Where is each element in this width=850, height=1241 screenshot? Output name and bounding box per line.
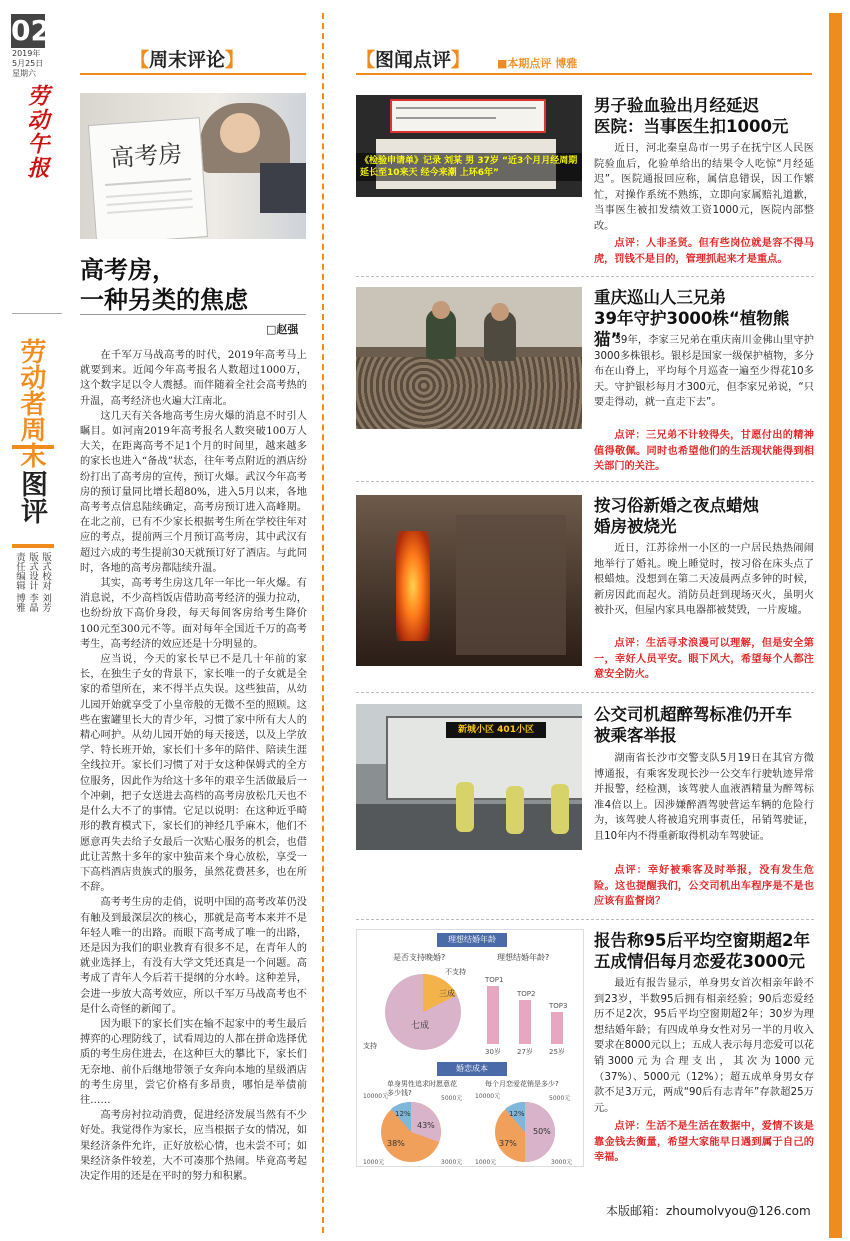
- left-section-title: 周末评论: [149, 49, 226, 71]
- article4-title-line2: 被乘客举报: [594, 726, 677, 745]
- q1-label: 是否支持晚婚?: [393, 953, 446, 962]
- article1-comment: 点评：人非圣贤。但有些岗位就是容不得马虎，罚钱不是目的，管理抓起来才是重点。: [594, 238, 814, 265]
- credit-proof: 版式校对 刘芳: [40, 552, 51, 613]
- paragraph: 在千军万马战高考的时代，2019年高考马上就要到来。近闻今年高考报名人数超过1000万，这个数字足以令人震撼。而伴随着全社会高考热的升温，高考经济也火遍大江南北。: [80, 350, 307, 407]
- spend-pie-b: [471, 1088, 581, 1166]
- editor-note: [497, 55, 577, 71]
- left-headline: [80, 255, 306, 315]
- article3-title-line2: 婚房被烧光: [594, 517, 677, 536]
- article3-title-line1: 按习俗新婚之夜点蜡烛: [594, 496, 759, 515]
- section-bracket-top: [12, 445, 54, 455]
- paragraph: 高考考生房的走俏，说明中国的高考改革仍没有触及到最深层次的核心，那就是高考本来并不是年轻人唯一的出路。而眼下高考成了唯一的出路，还是因为我们的职业教育有很多不足，在青年人的就业选择上，有没有大学文凭还真是一个问题。高考成了青年人今后若干提纲的分水岭。这种差异，会进一步放大高考效应，所以千军万马战高考也不是什么奇怪的新闻了。: [80, 897, 307, 1015]
- pie-b-label-5000: 5000元: [549, 1095, 571, 1102]
- article3-comment: 点评：生活寻求浪漫可以理解，但是安全第一，幸好人员平安。眼下风大，希望每个人都注意安全防火。: [594, 638, 814, 681]
- paragraph: 因为眼下的家长们实在输不起家中的考生最后搏弈的心理防线了，试看周边的人都在拼命选择优质的考生房住进去，在这种巨大的攀比下，家长们无奈地、前仆后继地带领子女奔向本地的星级酒店的考生房里，尝它价格有多昂贵，哪怕是举债前往……: [80, 1018, 307, 1106]
- credit-design: 版式设计 李晶: [27, 552, 38, 613]
- bar-label-top2: TOP2: [517, 990, 536, 998]
- article5-infographic: [356, 929, 584, 1167]
- page-number: 02: [11, 14, 50, 47]
- exam-room-photo: [80, 93, 306, 239]
- pie-label-70: 七成: [411, 1021, 430, 1031]
- article4-body: 湖南省长沙市交警支队5月19日在其官方微博通报，有乘客发现长沙一公交车行驶轨迹异常并报警，经检测，该驾驶人血液酒精量为醉驾标准4倍以上。因涉嫌醉酒驾驶营运车辆的危险行为，该驾驶人将被追究刑事责任，吊销驾驶证，且10年内不得重新取得机动车驾驶证。: [594, 753, 814, 842]
- right-section-header: 【图闻点评】: [356, 49, 471, 71]
- section-title: 图评: [16, 470, 47, 524]
- pie-b-value-50: 50%: [533, 1127, 551, 1136]
- pie-a-value-43: 43%: [417, 1121, 435, 1130]
- article4-comment: 点评：幸好被乘客及时举报，没有发生危险。这也提醒我们，公交司机出车程序是不是也应该有监督岗？: [594, 865, 814, 908]
- left-headline-line2: 一种另类的焦虑: [80, 286, 248, 314]
- right-header-rule: [356, 73, 812, 75]
- sign-text: 高考房: [109, 139, 184, 173]
- date-year: 2019年: [12, 49, 41, 58]
- pie-b-label-1000: 1000元: [475, 1159, 497, 1166]
- editor-note-text: ■本期点评 博雅: [497, 57, 578, 70]
- article5-title: [594, 930, 818, 972]
- pie-label-30: 三成: [439, 989, 455, 998]
- section-bracket-bottom: [12, 544, 54, 552]
- article4-title: [594, 704, 816, 746]
- article5-comment: 点评：生活不是生活在数据中，爱情不该是靠金钱去衡量，希望大家能早日遇到属于自己的幸福。: [594, 1121, 814, 1164]
- bar-age-3: 25岁: [549, 1048, 565, 1056]
- date-day: 5月25日: [12, 59, 44, 68]
- pie-b-label-10000: 10000元: [475, 1093, 501, 1100]
- article5-body: 最近有报告显示，单身男女首次相亲年龄不到23岁，半数95后拥有相亲经验；90后恋爱经历不足2次，95后平均空窗期超2年；30岁为理想结婚年龄；有四成单身女性对另一半的月收入要求在8000元以上；五成人表示每月恋爱可以花销3000元为合理支出，其次为1000元（37%）、5000元（12%）；超五成单身男女存款不足3万元，两成“90后有志青年”存款超25万元。: [594, 978, 814, 1114]
- article1-image-caption: 《检验申请单》记录 刘某 男 37岁 “近3个月月经周期延长至10来天 经今来潮 上环6年”: [356, 153, 582, 181]
- article5-title-line2: 五成情侣每月恋爱花3000元: [594, 952, 805, 971]
- support-pie: [361, 962, 473, 1054]
- pie-label-yes: 支持: [363, 1042, 377, 1050]
- article-divider: [356, 919, 814, 920]
- spend-pie-a: [361, 1088, 471, 1166]
- age-bars: [477, 966, 581, 1056]
- article2-body: 39年，李家三兄弟在重庆南川金佛山里守护3000多株银杉。银杉是国家一级保护植物，多分布在山脊上，平均每个月巡查一遍至少得花10多天。守护银杉每月才300元，但李家兄弟说，“只要走得动，就一直走下去”。: [594, 335, 814, 409]
- article-divider: [356, 481, 814, 482]
- article1-title: [594, 95, 814, 137]
- q3-label: 单身男性追求时愿意花多少钱?: [387, 1080, 457, 1097]
- brand-title: 劳动者周末: [16, 338, 46, 468]
- masthead-logo: 劳动午报: [24, 84, 50, 180]
- infographic-banner2: 婚恋成本: [437, 1062, 507, 1076]
- issue-date: [12, 49, 62, 79]
- paragraph: 这几天有关各地高考生房火爆的消息不时引人瞩目。如河南2019年高考报名人数突破100万人大关，在距离高考不足1个月的时间里，越来越多的家长也进入“备战”状态，往年考点附近的酒店纷纷打出了高考房的宣传，预订火爆。武汉今年高考房的预订量同比增长超80%，进入5月以来，各地高考考点信息陆续确定，高考房预订进入高峰期。在北之前，已有不少家长根据考生所在学校往年对应的考点，提前两三个月预订高考房，其中武汉有超过六成的考生提前30天就预订好了酒店。与此同时，各地的高考房都陆续升温。: [80, 410, 307, 574]
- pie-b-value-37: 37%: [499, 1139, 517, 1148]
- right-section-title: 图闻点评: [375, 49, 452, 71]
- q4-label: 每个月恋爱花销是多少?: [485, 1080, 559, 1088]
- bus-led-sign: 新城小区 401小区: [446, 722, 546, 738]
- pie-a-value-38: 38%: [387, 1139, 405, 1148]
- right-accent-bar: [829, 13, 842, 1238]
- left-headline-line1: 高考房，: [80, 256, 176, 284]
- q2-label: 理想结婚年龄?: [497, 953, 550, 962]
- pie-b-value-12: 12%: [509, 1110, 525, 1118]
- article1-photo: [356, 95, 582, 197]
- article3-photo: [356, 495, 582, 666]
- pie-label-no: 不支持: [445, 968, 466, 976]
- article-divider: [356, 276, 814, 277]
- bar-age-2: 27岁: [517, 1048, 533, 1056]
- bar-age-1: 30岁: [485, 1048, 501, 1056]
- section-email: 本版邮箱：zhoumolvyou@126.com: [606, 1204, 811, 1218]
- article2-comment: 点评：三兄弟不计较得失，甘愿付出的精神值得敬佩。同时也希望他们的生活现状能得到相关部门的关注。: [594, 430, 814, 473]
- headline-rule: [80, 314, 306, 315]
- article-divider: [356, 692, 814, 693]
- left-header-rule: [80, 73, 306, 75]
- article4-title-line1: 公交司机超醉驾标准仍开车: [594, 705, 792, 724]
- article2-title-line1: 重庆巡山人三兄弟: [594, 288, 726, 307]
- sidebar-divider: [12, 313, 62, 314]
- author-byline: □赵强: [266, 323, 299, 336]
- left-article-body: [80, 348, 307, 1233]
- article2-photo: [356, 287, 582, 429]
- paragraph: 应当说，今天的家长早已不是几十年前的家长，在独生子女的背景下，家长唯一的子女就是全家的希望所在，来不得半点失误。这些独苗，从幼儿园开始就享受了小皇帝般的无微不至的照顾。这些在蜜罐里长大的青少年，习惯了家中所有大人的精心呵护。从幼儿园开始的每天接送，以及上学放学、特长班开始，家长们十多年的陪伴、陪读生涯全线拉开。家长们习惯了对于女这种保姆式的全方位服务，因此作为给这十多年的艰辛生活做最后一个冲刺，把子女送进去高档的高考房放松几天也不是什么大不了的事情。它足以说明：在这种近乎畸形的教育模式下，家长们的神经几乎麻木，他们不愿意再失去给子女最后一次贴心服务的机会，也借此让苦熬十多年的家中独苗来个身心放松，享受一下高档酒店贵族式的服务，虽然花费甚多，也在所不辞。: [80, 654, 307, 894]
- pie-a-label-10000: 10000元: [363, 1093, 389, 1100]
- credits: [13, 552, 52, 632]
- bar-label-top3: TOP3: [549, 1002, 568, 1010]
- article2-title-line2: 39年守护3000株“植物熊猫”: [594, 309, 790, 349]
- column-divider: [322, 13, 324, 1233]
- pie-a-label-3000: 3000元: [441, 1159, 463, 1166]
- pie-b-label-3000: 3000元: [551, 1159, 573, 1166]
- article4-photo: [356, 704, 582, 850]
- sign-paper: [88, 117, 208, 239]
- article1-title-line1: 男子验血验出月经延迟: [594, 96, 759, 115]
- pie-a-label-5000: 5000元: [441, 1095, 463, 1102]
- bar-label-top1: TOP1: [485, 976, 504, 984]
- paragraph: 其实，高考考生房这几年一年比一年火爆。有消息说，不少高档饭店借助高考经济的强力拉动，也纷纷放下高价身段，每天每间客房给考生降价100元至300元不等。面对每年全国近千万的高考考生，高考经济的效应还是十分明显的。: [80, 578, 307, 650]
- article3-title: [594, 495, 816, 537]
- pie-a-label-1000: 1000元: [363, 1159, 385, 1166]
- paragraph: 高考房衬拉动消费，促进经济发展当然有不少好处。我觉得作为家长，应当根据子女的情况，如果经济条件允许，正好放松心情，也未尝不可；如果经济条件较差，大不可凑那个热闹。毕竟高考起决定作用的还是在平时的努力和积累。: [80, 1110, 307, 1182]
- credit-editor: 责任编辑 博雅: [14, 552, 25, 613]
- article5-title-line1: 报告称95后平均空窗期超2年: [594, 931, 810, 950]
- article3-body: 近日，江苏徐州一小区的一户居民热热闹闹地举行了婚礼。晚上睡觉时，按习俗在床头点了根蜡烛。没想到在第二天凌晨两点多钟的时候，新房因此而起火。消防员赶到现场灭火，虽明火被扑灭，但屋内家具电器都被焚毁，一片废墟。: [594, 543, 814, 617]
- date-weekday: 星期六: [12, 69, 36, 78]
- article1-title-line2: 医院：当事医生扣1000元: [594, 117, 789, 136]
- article1-body: 近日，河北秦皇岛市一男子在抚宁区人民医院验血后，化验单给出的结果令人吃惊“月经延迟”。医院通报回应称，属信息错误，因工作繁忙，对操作系统不熟练，立即向家属赔礼道歉，当事医生被扣发绩效工资1000元，医院内部整改。: [594, 143, 814, 232]
- left-section-header: 【周末评论】: [130, 49, 245, 71]
- pie-a-value-12: 12%: [395, 1110, 411, 1118]
- infographic-banner1: 理想结婚年龄: [437, 933, 507, 947]
